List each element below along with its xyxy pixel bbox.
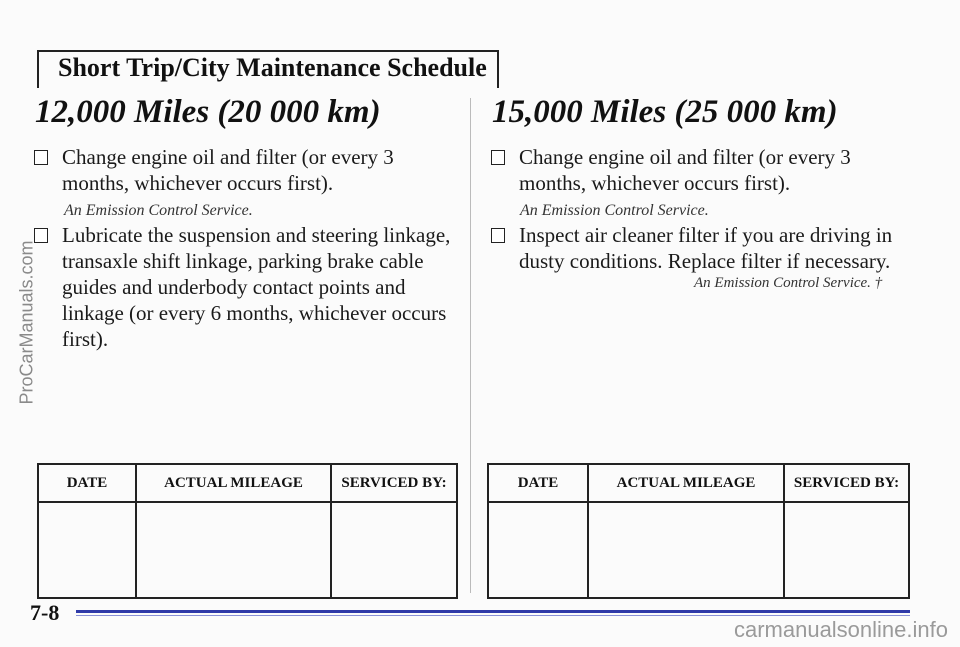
emission-note: An Emission Control Service. [520,202,709,219]
date-column-header: DATE [488,464,588,502]
table-row [488,502,909,598]
checklist-item-text: Lubricate the suspension and steering linkage, transaxle shift linkage, parking brake cable guides and underbody contact points and linkage (or every 6 months, whichever occurs first). [62,223,451,351]
checklist-item-text: Change engine oil and filter (or every 3 months, whichever occurs first). [62,145,394,195]
table-row [38,502,457,598]
section-title: Short Trip/City Maintenance Schedule [58,53,487,82]
serviced-by-cell[interactable] [331,502,457,598]
footer-rule [76,610,910,613]
serviced-by-column-header: SERVICED BY: [331,464,457,502]
checklist-item [491,144,891,196]
mileage-column-header: ACTUAL MILEAGE [588,464,784,502]
serviced-by-cell[interactable] [784,502,909,598]
date-column-header: DATE [38,464,136,502]
right-interval-title: 15,000 Miles (25 000 km) [492,94,838,130]
checklist-item-text: Change engine oil and filter (or every 3 months, whichever occurs first). [519,145,851,195]
page-number: 7-8 [30,600,60,625]
table-header-row [488,464,909,502]
emission-note: An Emission Control Service. [64,202,253,219]
service-log-table [37,463,458,599]
table-header-row [38,464,457,502]
checkbox-icon[interactable] [491,150,505,165]
checklist-item-text: Inspect air cleaner filter if you are driving in dusty conditions. Replace filter if necessary. [519,223,893,273]
mileage-cell[interactable] [588,502,784,598]
left-interval-title: 12,000 Miles (20 000 km) [35,94,381,130]
mileage-cell[interactable] [136,502,331,598]
checklist-item [34,144,434,196]
date-cell[interactable] [488,502,588,598]
service-log-table [487,463,910,599]
checkbox-icon[interactable] [491,228,505,243]
mileage-column-header: ACTUAL MILEAGE [136,464,331,502]
checklist-item [34,222,454,352]
emission-note: An Emission Control Service. † [694,275,883,291]
date-cell[interactable] [38,502,136,598]
footer-rule-thin [76,615,910,616]
checklist-item [491,222,901,274]
side-watermark: ProCarManuals.com [16,240,37,405]
bottom-watermark: carmanualsonline.info [733,617,948,642]
serviced-by-column-header: SERVICED BY: [784,464,909,502]
column-divider [470,98,471,593]
